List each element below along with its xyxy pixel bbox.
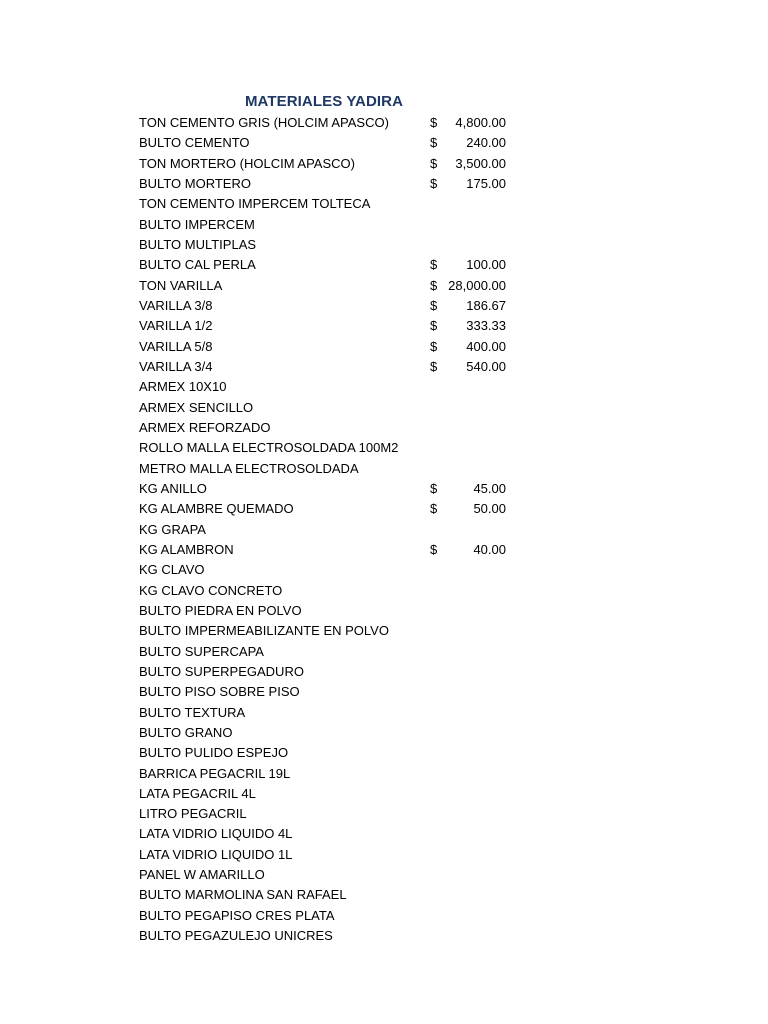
- material-name: TON VARILLA: [139, 277, 223, 293]
- material-row: [138, 764, 510, 784]
- material-price: 400.00: [466, 338, 506, 354]
- material-name: BULTO PIEDRA EN POLVO: [139, 602, 302, 618]
- material-row: [138, 398, 510, 418]
- material-row: [138, 926, 510, 946]
- currency-symbol: $: [430, 338, 438, 354]
- material-price: 333.33: [466, 318, 506, 334]
- currency-symbol: $: [430, 297, 438, 313]
- material-name: KG CLAVO: [139, 562, 205, 578]
- material-name: BULTO PULIDO ESPEJO: [139, 745, 289, 761]
- material-price: 175.00: [466, 175, 506, 191]
- material-name: BULTO PISO SOBRE PISO: [139, 684, 300, 700]
- material-row: [138, 662, 510, 682]
- material-name: KG ALAMBRON: [139, 541, 234, 557]
- material-row: [138, 743, 510, 763]
- materials-list: [138, 113, 510, 946]
- material-row: [138, 682, 510, 702]
- material-row: [138, 621, 510, 641]
- currency-symbol: $: [430, 480, 438, 496]
- material-name: BULTO MORTERO: [139, 175, 251, 191]
- material-row: [138, 174, 510, 194]
- currency-symbol: $: [430, 257, 438, 273]
- document-title: MATERIALES YADIRA: [244, 93, 404, 110]
- material-row: [138, 845, 510, 865]
- material-name: KG CLAVO CONCRETO: [139, 582, 283, 598]
- material-row: [138, 540, 510, 560]
- material-row: [138, 865, 510, 885]
- material-name: LATA PEGACRIL 4L: [139, 785, 256, 801]
- material-row: [138, 703, 510, 723]
- material-name: ARMEX REFORZADO: [139, 419, 271, 435]
- material-price: 240.00: [466, 135, 506, 151]
- material-name: BULTO CEMENTO: [139, 135, 250, 151]
- material-name: TON CEMENTO GRIS (HOLCIM APASCO): [139, 115, 389, 130]
- currency-symbol: $: [430, 318, 438, 334]
- material-row: [138, 337, 510, 357]
- material-row: [138, 276, 510, 296]
- material-price: 50.00: [473, 501, 506, 517]
- material-name: ARMEX 10X10: [139, 379, 227, 395]
- currency-symbol: $: [430, 155, 438, 171]
- material-row: [138, 723, 510, 743]
- material-row: [138, 642, 510, 662]
- material-name: BULTO SUPERCAPA: [139, 643, 264, 659]
- material-name: KG GRAPA: [139, 521, 206, 537]
- material-price: 540.00: [466, 358, 506, 374]
- material-name: BULTO CAL PERLA: [139, 257, 256, 273]
- material-name: PANEL W AMARILLO: [139, 867, 265, 883]
- material-row: [138, 194, 510, 214]
- currency-symbol: $: [430, 175, 438, 191]
- material-name: KG ANILLO: [139, 480, 207, 496]
- material-name: METRO MALLA ELECTROSOLDADA: [139, 460, 359, 476]
- material-row: [138, 235, 510, 255]
- material-row: [138, 784, 510, 804]
- currency-symbol: $: [430, 541, 438, 557]
- material-row: [138, 520, 510, 540]
- material-name: BULTO GRANO: [139, 724, 233, 740]
- material-row: [138, 113, 510, 133]
- material-row: [138, 438, 510, 458]
- material-row: [138, 824, 510, 844]
- material-name: ROLLO MALLA ELECTROSOLDADA 100M2: [139, 440, 399, 456]
- material-row: [138, 906, 510, 926]
- material-row: [138, 601, 510, 621]
- material-price: 3,500.00: [455, 155, 506, 171]
- material-name: TON CEMENTO IMPERCEM TOLTECA: [139, 196, 371, 212]
- material-name: LATA VIDRIO LIQUIDO 1L: [139, 846, 293, 862]
- currency-symbol: $: [430, 501, 438, 517]
- material-price: 186.67: [466, 297, 506, 313]
- material-row: [138, 296, 510, 316]
- currency-symbol: $: [430, 135, 438, 151]
- currency-symbol: $: [430, 358, 438, 374]
- material-name: TON MORTERO (HOLCIM APASCO): [139, 155, 355, 171]
- material-row: [138, 499, 510, 519]
- material-name: BULTO TEXTURA: [139, 704, 246, 720]
- material-name: VARILLA 3/4: [139, 358, 213, 374]
- material-row: [138, 560, 510, 580]
- material-name: BULTO PEGAPISO CRES PLATA: [139, 907, 335, 923]
- material-row: [138, 133, 510, 153]
- material-row: [138, 377, 510, 397]
- material-price: 100.00: [466, 257, 506, 273]
- material-price: 40.00: [473, 541, 506, 557]
- material-row: [138, 215, 510, 235]
- material-row: [138, 357, 510, 377]
- material-name: LITRO PEGACRIL: [139, 806, 247, 822]
- material-price: 4,800.00: [455, 115, 506, 130]
- material-row: [138, 316, 510, 336]
- material-row: [138, 885, 510, 905]
- material-name: BULTO IMPERMEABILIZANTE EN POLVO: [139, 623, 389, 639]
- material-name: LATA VIDRIO LIQUIDO 4L: [139, 826, 293, 842]
- material-name: ARMEX SENCILLO: [139, 399, 254, 415]
- material-row: [138, 255, 510, 275]
- material-name: BULTO MARMOLINA SAN RAFAEL: [139, 887, 347, 903]
- material-name: VARILLA 3/8: [139, 297, 213, 313]
- material-price: 28,000.00: [448, 277, 506, 293]
- material-row: [138, 154, 510, 174]
- material-row: [138, 581, 510, 601]
- material-name: VARILLA 1/2: [139, 318, 213, 334]
- material-name: BARRICA PEGACRIL 19L: [139, 765, 291, 781]
- material-row: [138, 479, 510, 499]
- material-row: [138, 418, 510, 438]
- material-row: [138, 459, 510, 479]
- currency-symbol: $: [430, 115, 438, 130]
- material-name: BULTO PEGAZULEJO UNICRES: [139, 928, 333, 944]
- material-row: [138, 804, 510, 824]
- currency-symbol: $: [430, 277, 438, 293]
- material-price: 45.00: [473, 480, 506, 496]
- material-name: BULTO SUPERPEGADURO: [139, 663, 304, 679]
- material-name: KG ALAMBRE QUEMADO: [139, 501, 294, 517]
- material-name: BULTO IMPERCEM: [139, 216, 255, 232]
- material-name: VARILLA 5/8: [139, 338, 213, 354]
- material-name: BULTO MULTIPLAS: [139, 236, 257, 252]
